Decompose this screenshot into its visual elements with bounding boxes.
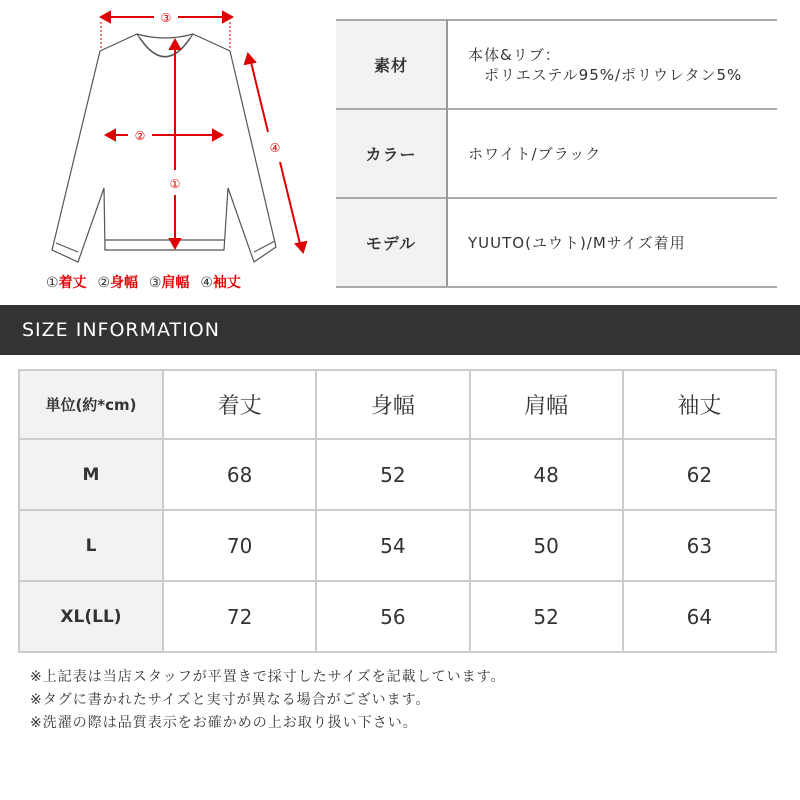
header-cell: 着丈 (163, 370, 316, 439)
cell: 56 (316, 581, 469, 652)
info-value-line: 本体&リブ： (468, 45, 561, 64)
info-value: YUUTO(ユウト)/Mサイズ着用 (447, 198, 777, 287)
table-row (19, 581, 776, 652)
info-value: ホワイト/ブラック (447, 109, 777, 198)
garment-measurement-diagram (0, 0, 320, 300)
size-label: M (19, 439, 163, 510)
marker-sleeve: ④ (269, 141, 281, 155)
cell: 62 (623, 439, 776, 510)
cell: 54 (316, 510, 469, 581)
info-row-color (336, 109, 777, 198)
note: ※上記表は当店スタッフが平置きで採寸したサイズを記載しています。 (30, 669, 506, 685)
cell: 52 (470, 581, 623, 652)
table-row (19, 439, 776, 510)
size-table (18, 369, 777, 653)
legend-num: ③ (148, 275, 162, 291)
cell: 52 (316, 439, 469, 510)
cell: 72 (163, 581, 316, 652)
note: ※タグに書かれたサイズと実寸が異なる場合がございます。 (30, 692, 431, 708)
marker-length: ① (169, 177, 181, 191)
product-info-table (336, 19, 777, 288)
section-banner: SIZE INFORMATION (0, 305, 800, 355)
legend-num: ② (97, 275, 110, 291)
legend-label: 肩幅 (161, 275, 190, 291)
info-value-line: ポリエステル95%/ポリウレタン5% (468, 65, 743, 84)
legend-label: 着丈 (58, 275, 87, 291)
info-label: 素材 (336, 20, 447, 109)
legend-num: ④ (200, 275, 213, 291)
legend-label: 身幅 (110, 275, 138, 291)
table-row (19, 510, 776, 581)
measurement-legend (46, 272, 247, 292)
sweatshirt-outline (52, 34, 276, 262)
table-header-row (19, 370, 776, 439)
info-row-model (336, 198, 777, 287)
header-cell: 肩幅 (470, 370, 623, 439)
marker-shoulder: ③ (160, 11, 172, 25)
cell: 50 (470, 510, 623, 581)
legend-label: 袖丈 (212, 275, 241, 291)
cell: 48 (470, 439, 623, 510)
size-label: XL(LL) (19, 581, 163, 652)
notes (30, 666, 506, 735)
header-cell: 単位(約*cm) (19, 370, 163, 439)
info-row-material (336, 20, 777, 109)
cell: 70 (163, 510, 316, 581)
info-label: モデル (336, 198, 447, 287)
legend-num: ① (46, 275, 59, 291)
cell: 63 (623, 510, 776, 581)
size-label: L (19, 510, 163, 581)
info-label: カラー (336, 109, 447, 198)
info-value (447, 20, 777, 109)
header-cell: 身幅 (316, 370, 469, 439)
marker-chest: ② (134, 129, 146, 143)
note: ※洗濯の際は品質表示をお確かめの上お取り扱い下さい。 (30, 715, 418, 731)
cell: 64 (623, 581, 776, 652)
cell: 68 (163, 439, 316, 510)
header-cell: 袖丈 (623, 370, 776, 439)
